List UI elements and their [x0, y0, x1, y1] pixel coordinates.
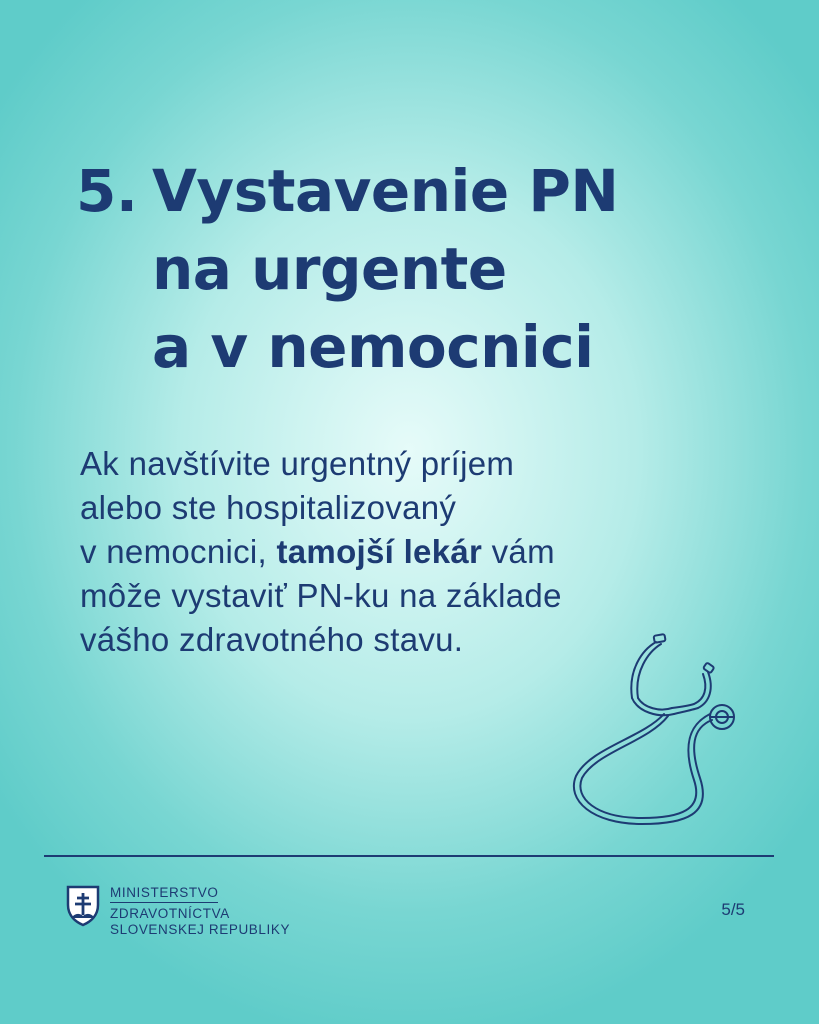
body-line-1: Ak navštívite urgentný príjem: [80, 445, 515, 482]
ministry-logo: [66, 885, 290, 938]
title-lines: [152, 152, 618, 386]
title-line-3: a v nemocnici: [152, 313, 594, 381]
footer-divider: [44, 855, 774, 857]
title-line-1: Vystavenie PN: [152, 157, 619, 225]
body-line-4: môže vystaviť PN-ku na základe: [80, 577, 562, 614]
stethoscope-icon: [562, 628, 744, 832]
slide-title: [76, 152, 618, 386]
body-line-2: alebo ste hospitalizovaný: [80, 489, 457, 526]
title-line-2: na urgente: [152, 235, 507, 303]
body-highlight: tamojší lekár: [276, 533, 483, 570]
body-line-5: vášho zdravotného stavu.: [80, 621, 464, 658]
body-line-3-pre: v nemocnici,: [80, 533, 277, 570]
slide-number-label: 5.: [76, 157, 138, 225]
ministry-line-3: SLOVENSKEJ REPUBLIKY: [110, 922, 291, 937]
body-line-3-post: vám: [482, 533, 555, 570]
ministry-line-2: ZDRAVOTNÍCTVA: [110, 906, 230, 921]
body-line-3: [80, 530, 740, 574]
ministry-name: [110, 885, 290, 938]
ministry-line-1: MINISTERSTVO: [110, 885, 218, 903]
slovak-coat-of-arms-icon: [66, 885, 100, 927]
page-indicator: 5/5: [721, 900, 745, 919]
